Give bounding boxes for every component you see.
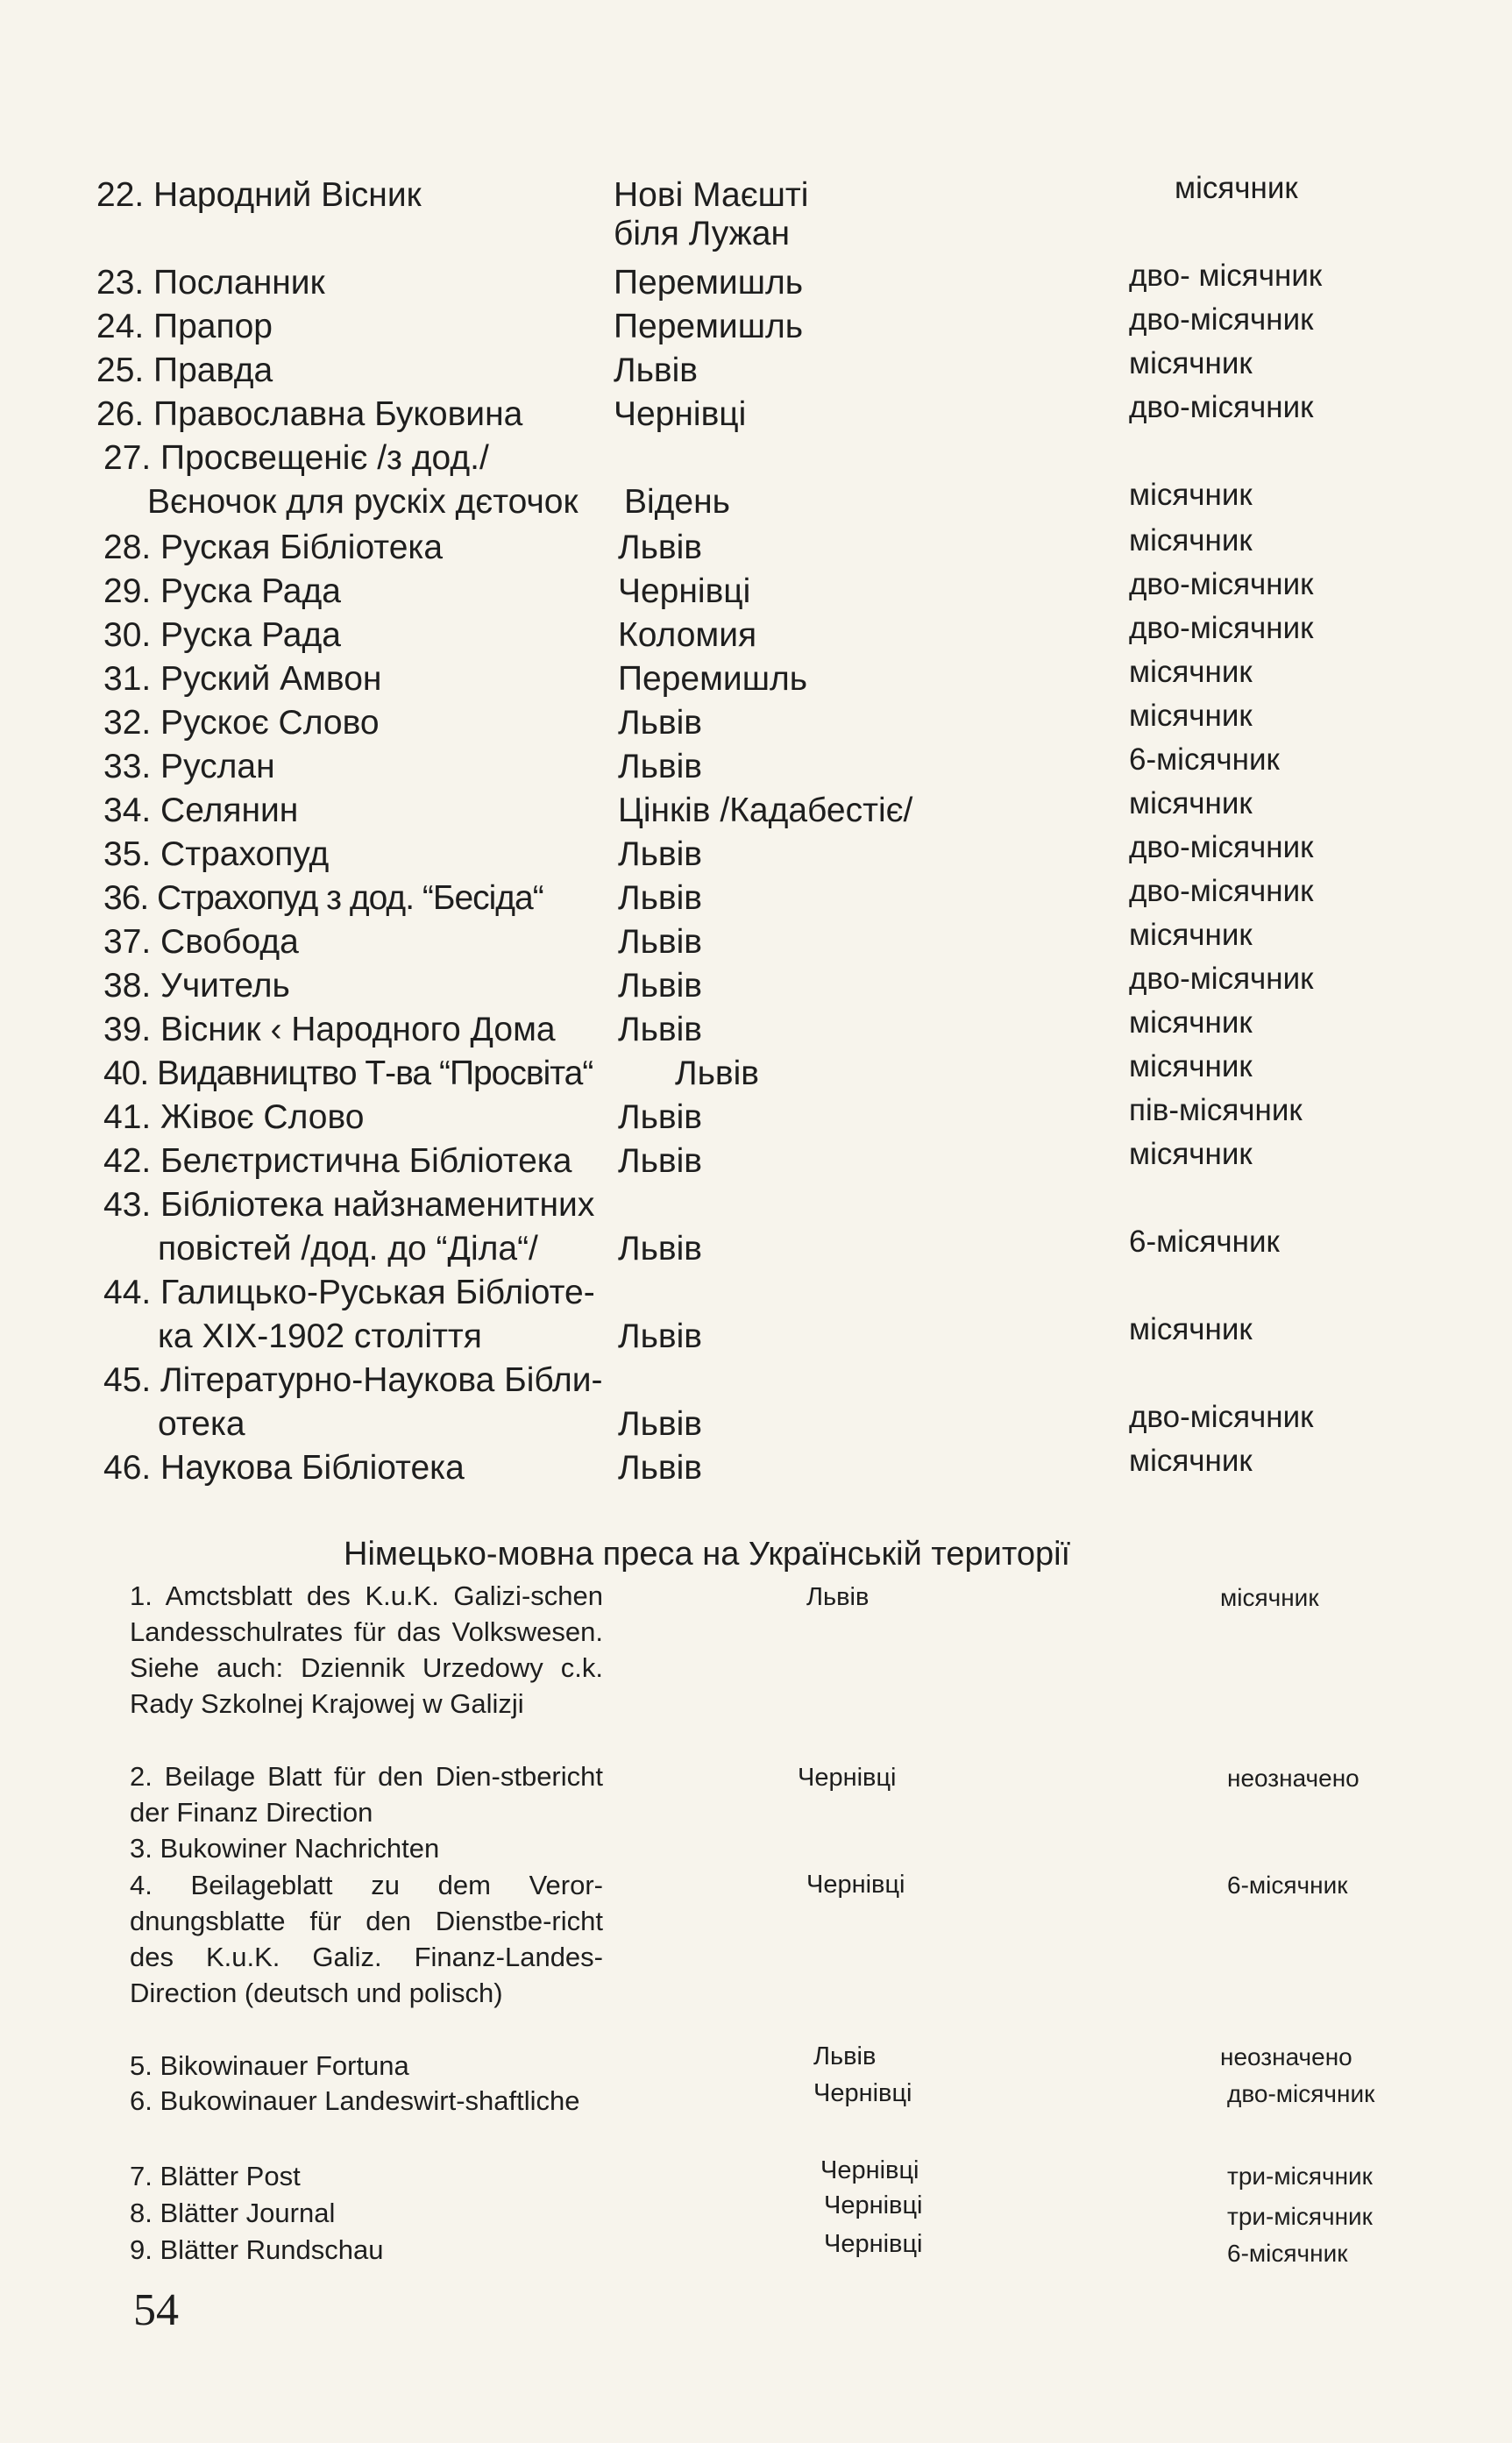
row-36-name: 36. Страхопуд з дод. “Бесіда“ [103,879,543,917]
row-25-place: Львів [614,352,699,389]
row-46-freq: місячник [1129,1444,1253,1478]
de-row-5-place: Львів [813,2042,877,2070]
row-42-name: 42. Белєтристична Бібліотека [103,1142,572,1180]
row-32-place: Львів [618,704,703,742]
row-35-freq: дво-місячник [1129,830,1314,864]
de-row-6-name: 6. Bukowinauer Landeswirt-shaftliche [130,2085,580,2116]
row-33-name: 33. Руслан [103,748,275,785]
de-row-9-name: 9. Blätter Rundschau [130,2234,384,2265]
de-row-1-freq: місячник [1220,1584,1319,1611]
row-44-name: 44. Галицько-Руськая Бібліоте- [103,1274,595,1311]
de-row-2-name: 2. Beilage Blatt für den Dien-stbericht der Finanz Direction [130,1761,603,1828]
row-25-freq: місячник [1129,346,1253,380]
row-35-name: 35. Страхопуд [103,835,330,873]
section-heading-german-press: Німецько-мовна преса на Українській території [344,1536,1071,1573]
row-28-freq: місячник [1129,523,1253,557]
row-33-freq: 6-місячник [1129,742,1280,777]
de-row-8-freq: три-місячник [1227,2203,1373,2230]
row-31-name: 31. Руский Амвон [103,660,382,698]
row-29-freq: дво-місячник [1129,567,1314,601]
row-39-freq: місячник [1129,1005,1253,1040]
row-40-name: 40. Видавництво Т-ва “Просвіта“ [103,1055,593,1092]
de-row-6-freq: дво-місячник [1227,2080,1375,2107]
row-22-name: 22. Народний Вісник [96,176,422,214]
de-row-8-name: 8. Blätter Journal [130,2198,336,2228]
row-27-place: Відень [624,483,730,521]
row-26-freq: дво-місячник [1129,390,1314,424]
row-27-freq: місячник [1129,478,1253,512]
row-45-place: Львів [618,1405,703,1443]
row-30-freq: дво-місячник [1129,611,1314,645]
row-41-name: 41. Жівоє Слово [103,1098,365,1136]
row-41-place: Львів [618,1098,703,1136]
row-45-cont-name: отека [158,1405,245,1443]
row-32-freq: місячник [1129,699,1253,733]
row-22-place: Нові Маєшті [614,176,809,214]
row-43-place: Львів [618,1230,703,1268]
row-40-freq: місячник [1129,1049,1253,1083]
row-29-place: Чернівці [618,572,751,610]
row-22-freq: місячник [1175,171,1298,205]
de-row-4-name: 4. Beilageblatt zu dem Veror-dnungsblatte für den Dienstbe-richt des K.u.K. Galiz. Finanz-Landes-Direction (deutsch und polisch) [130,1870,603,2008]
row-37-freq: місячник [1129,918,1253,952]
row-39-place: Львів [618,1011,703,1048]
de-row-2-place: Чернівці [798,1764,897,1792]
row-45-freq: дво-місячник [1129,1400,1314,1434]
row-45-name: 45. Літературно-Наукова Бібли- [103,1361,603,1399]
row-34-name: 34. Селянин [103,792,299,829]
row-24-freq: дво-місячник [1129,302,1314,337]
de-row-6-place: Чернівці [813,2079,912,2107]
row-33-place: Львів [618,748,703,785]
row-28-place: Львів [618,529,703,566]
row-23-name: 23. Посланник [96,264,325,302]
row-25-name: 25. Правда [96,352,273,389]
row-30-place: Коломия [618,616,757,654]
row-43-name: 43. Бібліотека найзнаменитних [103,1186,595,1224]
row-46-place: Львів [618,1449,703,1487]
de-row-5-freq: неозначено [1220,2043,1352,2070]
row-24-name: 24. Прапор [96,308,273,345]
row-44-cont-name: ка XIX-1902 століття [158,1317,482,1355]
page-number: 54 [133,2285,179,2335]
row-38-freq: дво-місячник [1129,962,1314,996]
row-22-place-cont: біля Лужан [614,215,790,252]
row-36-place: Львів [618,879,703,917]
row-42-place: Львів [618,1142,703,1180]
row-40-place: Львів [675,1055,760,1092]
de-row-5-name: 5. Bikowinauer Fortuna [130,2050,409,2081]
row-41-freq: пів-місячник [1129,1093,1303,1127]
row-39-name: 39. Вісник ‹ Народного Дома [103,1011,556,1048]
de-row-1-name: 1. Amctsblatt des K.u.K. Galizi-schen Landesschulrates für das Volkswesen. Siehe auch: Dziennik Urzedowy c.k. Rady Szkolnej Krajowej w Galizji [130,1580,603,1719]
row-31-place: Перемишль [618,660,808,698]
row-34-freq: місячник [1129,786,1253,820]
row-46-name: 46. Наукова Бібліотека [103,1449,465,1487]
row-37-name: 37. Свобода [103,923,299,961]
row-26-place: Чернівці [614,395,747,433]
de-row-3-name: 3. Bukowiner Nachrichten [130,1833,440,1864]
row-44-place: Львів [618,1317,703,1355]
row-43-freq: 6-місячник [1129,1225,1280,1259]
row-23-freq: дво- місячник [1129,259,1323,293]
de-row-8-place: Чернівці [824,2191,923,2219]
de-row-9-freq: 6-місячник [1227,2240,1348,2267]
row-38-place: Львів [618,967,703,1005]
de-row-7-place: Чернівці [820,2156,919,2184]
de-row-4-freq: 6-місячник [1227,1871,1348,1899]
row-27-cont-name: Вєночок для рускіх дєточок [147,483,579,521]
de-row-9-place: Чернівці [824,2230,923,2258]
row-35-place: Львів [618,835,703,873]
row-34-place: Цінків /Кадабестіє/ [618,792,913,829]
row-28-name: 28. Руская Бібліотека [103,529,444,566]
row-32-name: 32. Рускоє Слово [103,704,380,742]
row-38-name: 38. Учитель [103,967,290,1005]
row-24-place: Перемишль [614,308,804,345]
row-43-cont-name: повістей /дод. до “Діла“/ [158,1230,538,1268]
row-36-freq: дво-місячник [1129,874,1314,908]
row-29-name: 29. Руска Рада [103,572,341,610]
de-row-7-freq: три-місячник [1227,2162,1373,2190]
row-42-freq: місячник [1129,1137,1253,1171]
row-37-place: Львів [618,923,703,961]
row-23-place: Перемишль [614,264,804,302]
row-30-name: 30. Руска Рада [103,616,341,654]
de-row-1-place: Львів [806,1583,870,1611]
row-44-freq: місячник [1129,1312,1253,1346]
row-27-name: 27. Просвещеніє /з дод./ [103,439,489,477]
row-26-name: 26. Православна Буковина [96,395,523,433]
de-row-2-freq: неозначено [1227,1765,1359,1792]
de-row-4-place: Чернівці [806,1871,905,1899]
row-31-freq: місячник [1129,655,1253,689]
de-row-7-name: 7. Blätter Post [130,2161,301,2191]
